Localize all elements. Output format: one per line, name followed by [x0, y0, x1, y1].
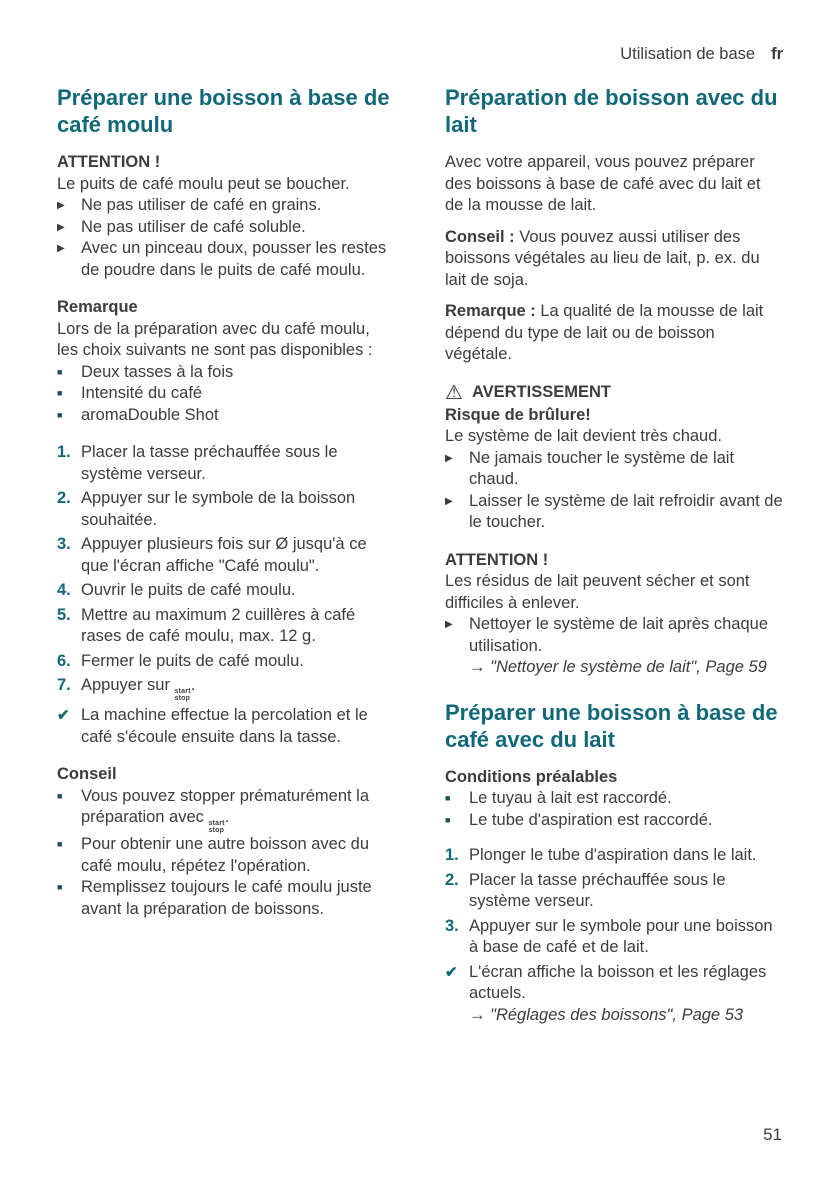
list-item	[445, 614, 783, 679]
section-heading-milk-drinks: Préparation de boisson avec du lait	[445, 85, 778, 137]
list-item	[57, 834, 395, 877]
intro-paragraph: Avec votre appareil, vous pouvez préparer des boissons à base de café avec du lait et de la mousse de lait.	[445, 153, 761, 214]
step-item	[445, 870, 783, 913]
step-item	[57, 534, 395, 577]
tip-text-after-icon: .	[224, 808, 230, 826]
result-item	[57, 705, 395, 748]
conseil-label: Conseil :	[445, 227, 515, 246]
step-text: Mettre au maximum 2 cuillères à café rases de café moulu, max. 12 g.	[81, 605, 356, 645]
cross-reference-link[interactable]: → "Nettoyer le système de lait", Page 59	[469, 658, 767, 676]
right-column	[445, 84, 783, 1042]
step-item	[445, 916, 783, 959]
step-number: 6.	[57, 651, 71, 670]
step-text	[81, 675, 395, 702]
step-text: Appuyer plusieurs fois sur Ø jusqu'à ce que l'écran affiche "Café moulu".	[81, 535, 367, 575]
step-number: 4.	[57, 581, 71, 599]
list-item-text: aromaDouble Shot	[81, 405, 219, 424]
list-item-text: Laisser le système de lait refroidir avant de le toucher.	[469, 491, 783, 531]
list-item	[445, 491, 783, 534]
list-item	[57, 786, 395, 835]
square-bullet-icon: ■	[57, 409, 63, 420]
list-item	[57, 238, 395, 281]
step-number: 2.	[445, 870, 459, 889]
step-item	[57, 580, 395, 602]
step-item	[57, 605, 395, 648]
list-item	[57, 405, 395, 427]
triangle-bullet-icon: ▶	[57, 221, 65, 233]
section-heading-ground-coffee: Préparer une boisson à base de café moulu	[57, 85, 390, 137]
start-stop-icon	[175, 689, 191, 702]
start-stop-icon	[209, 821, 225, 834]
result-text: La machine effectue la percolation et le café s'écoule ensuite dans la tasse.	[81, 706, 368, 746]
result-item	[445, 962, 783, 1027]
checkmark-icon: ✔	[445, 963, 458, 981]
page-number: 51	[763, 1125, 782, 1144]
list-item-text: Ne pas utiliser de café soluble.	[81, 217, 306, 236]
list-item	[445, 788, 783, 810]
step-text: Appuyer sur le symbole de la boisson souhaitée.	[81, 489, 356, 529]
list-item-text: Le tuyau à lait est raccordé.	[469, 789, 672, 807]
remarque-block	[57, 297, 395, 426]
step-number: 2.	[57, 489, 71, 507]
step-number: 3.	[445, 916, 459, 935]
warning-header	[445, 382, 783, 404]
list-item-main-text: Nettoyer le système de lait après chaque utilisation.	[469, 615, 768, 655]
content-columns	[57, 84, 783, 1042]
list-item-text	[469, 614, 783, 679]
step-text: Plonger le tube d'aspiration dans le lait.	[469, 846, 757, 864]
left-column	[57, 84, 395, 1042]
start-stop-icon-bottom: stop	[208, 826, 225, 834]
checkmark-icon: ✔	[57, 707, 70, 724]
list-item-text: Deux tasses à la fois	[81, 362, 234, 381]
attention-block	[445, 550, 783, 679]
triangle-bullet-icon: ▶	[57, 243, 65, 254]
start-stop-icon-top: start	[208, 820, 225, 827]
start-stop-icon-top: start	[174, 688, 191, 695]
triangle-bullet-icon: ▶	[445, 495, 453, 507]
list-item	[57, 877, 395, 920]
step-text-after-icon: .	[190, 676, 196, 694]
remarque-text: La qualité de la mousse de lait dépend du type de lait ou de boisson végétale.	[445, 302, 764, 363]
square-bullet-icon: ■	[57, 388, 63, 398]
header-section-title: Utilisation de base	[620, 45, 756, 63]
list-item-text: Pour obtenir une autre boisson avec du café moulu, répétez l'opération.	[81, 835, 370, 875]
step-number: 1.	[445, 846, 459, 864]
step-text: Appuyer sur le symbole pour une boisson à base de café et de lait.	[469, 916, 773, 956]
header-language-code: fr	[771, 45, 783, 63]
list-item-text: Intensité du café	[81, 384, 203, 402]
square-bullet-icon: ■	[57, 882, 63, 892]
square-bullet-icon: ■	[445, 814, 451, 825]
step-text: Placer la tasse préchauffée sous le système verseur.	[81, 443, 338, 483]
triangle-bullet-icon: ▶	[57, 200, 65, 211]
attention-title: ATTENTION !	[445, 550, 549, 569]
tip-text-before-icon: Vous pouvez stopper prématurément la préparation avec	[81, 786, 370, 826]
step-number: 5.	[57, 605, 71, 624]
triangle-bullet-icon: ▶	[445, 452, 453, 464]
step-number: 7.	[57, 676, 71, 694]
square-bullet-icon: ■	[57, 790, 63, 801]
list-item-text: Ne jamais toucher le système de lait chaud.	[469, 448, 735, 488]
square-bullet-icon: ■	[57, 366, 63, 377]
steps-block	[57, 442, 395, 748]
step-text: Placer la tasse préchauffée sous le système verseur.	[469, 870, 726, 910]
result-text	[469, 962, 783, 1027]
step-item	[57, 488, 395, 531]
list-item-text	[81, 786, 395, 835]
list-item	[445, 448, 783, 491]
remarque-label: Remarque :	[445, 302, 536, 320]
steps-block	[445, 845, 783, 1026]
conditions-title: Conditions préalables	[445, 767, 618, 786]
list-item	[57, 383, 395, 405]
conseil-title: Conseil	[57, 765, 117, 783]
list-item	[445, 810, 783, 832]
attention-block	[57, 152, 395, 281]
step-number: 1.	[57, 443, 71, 461]
result-main-text: L'écran affiche la boisson et les réglages actuels.	[469, 962, 767, 1002]
square-bullet-icon: ■	[57, 839, 63, 849]
list-item-text: Le tube d'aspiration est raccordé.	[469, 810, 713, 829]
remarque-paragraph	[445, 301, 783, 366]
step-number: 3.	[57, 535, 71, 553]
conseil-block	[57, 764, 395, 920]
warning-block	[445, 382, 783, 534]
attention-title: ATTENTION !	[57, 153, 161, 171]
list-item	[57, 362, 395, 384]
remarque-title: Remarque	[57, 298, 138, 316]
step-text-before-icon: Appuyer sur	[81, 676, 170, 694]
start-stop-icon-bottom: stop	[174, 694, 191, 702]
attention-body: Le puits de café moulu peut se boucher.	[57, 174, 350, 193]
step-item	[57, 675, 395, 702]
conditions-block	[445, 767, 783, 832]
step-item	[57, 442, 395, 485]
step-text: Fermer le puits de café moulu.	[81, 651, 304, 670]
conseil-paragraph	[445, 227, 783, 292]
warning-title: AVERTISSEMENT	[471, 383, 611, 401]
warning-subtitle: Risque de brûlure!	[445, 405, 591, 424]
list-item-text: Ne pas utiliser de café en grains.	[81, 196, 322, 214]
conseil-text: Vous pouvez aussi utiliser des boissons végétales au lieu de lait, p. ex. du lait de soja.	[445, 227, 760, 289]
page-header	[620, 44, 783, 65]
cross-reference-link[interactable]: → "Réglages des boissons", Page 53	[469, 1005, 744, 1024]
list-item	[57, 217, 395, 239]
step-item	[57, 651, 395, 673]
step-text: Ouvrir le puits de café moulu.	[81, 581, 296, 599]
attention-body: Les résidus de lait peuvent sécher et sont difficiles à enlever.	[445, 572, 750, 612]
step-item	[445, 845, 783, 867]
square-bullet-icon: ■	[445, 793, 451, 803]
remarque-body: Lors de la préparation avec du café moulu, les choix suivants ne sont pas disponibles :	[57, 319, 373, 359]
warning-triangle-icon: ⚠	[445, 381, 463, 404]
triangle-bullet-icon: ▶	[445, 619, 453, 630]
section-heading-coffee-with-milk: Préparer une boisson à base de café avec du lait	[445, 699, 778, 752]
list-item	[57, 195, 395, 217]
list-item-text: Avec un pinceau doux, pousser les restes de poudre dans le puits de café moulu.	[81, 239, 387, 279]
list-item-text: Remplissez toujours le café moulu juste avant la préparation de boissons.	[81, 878, 372, 918]
warning-body: Le système de lait devient très chaud.	[445, 427, 722, 445]
